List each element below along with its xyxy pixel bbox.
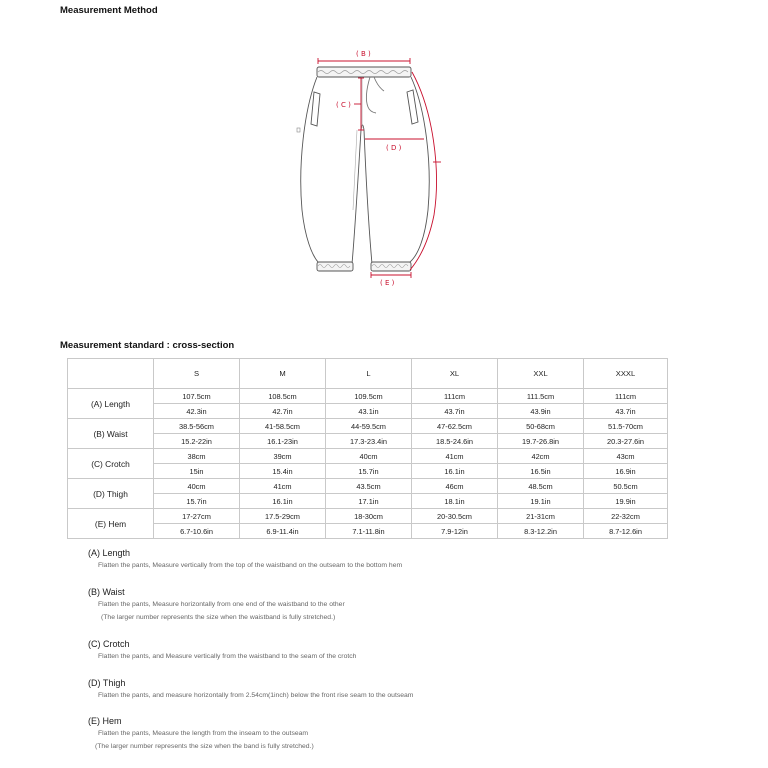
table-cell: 16.5in: [498, 464, 584, 479]
table-cell: 19.9in: [584, 494, 668, 509]
table-cell: 42.7in: [240, 404, 326, 419]
table-cell: 16.1in: [412, 464, 498, 479]
table-cell: 43cm: [584, 449, 668, 464]
row-label: (E) Hem: [68, 509, 154, 539]
table-cell: 42cm: [498, 449, 584, 464]
table-cell: 39cm: [240, 449, 326, 464]
table-cell: 108.5cm: [240, 389, 326, 404]
table-cell: 17.5-29cm: [240, 509, 326, 524]
size-header: L: [326, 359, 412, 389]
measurement-lines: [318, 58, 441, 278]
table-cell: 38.5-56cm: [154, 419, 240, 434]
table-cell: 41cm: [412, 449, 498, 464]
table-row: [68, 449, 668, 464]
table-cell: 41-58.5cm: [240, 419, 326, 434]
label-e: ( E ): [380, 279, 395, 287]
description-block: [88, 548, 402, 572]
size-table: [67, 358, 668, 539]
label-c: ( C ): [336, 101, 351, 109]
table-cell: 43.1in: [326, 404, 412, 419]
table-cell: 7.1-11.8in: [326, 524, 412, 539]
measurement-method-heading: Measurement Method: [60, 5, 158, 16]
table-cell: 42.3in: [154, 404, 240, 419]
label-d: ( D ): [386, 144, 402, 152]
table-cell: 43.7in: [584, 404, 668, 419]
table-cell: 44-59.5cm: [326, 419, 412, 434]
table-cell: 18.1in: [412, 494, 498, 509]
row-label: (D) Thigh: [68, 479, 154, 509]
table-cell: 15in: [154, 464, 240, 479]
description-title: (B) Waist: [88, 587, 125, 597]
description-text: Flatten the pants, and Measure vertically from the waistband to the seam of the crotch: [98, 653, 357, 660]
table-row: [68, 494, 668, 509]
table-cell: 40cm: [326, 449, 412, 464]
table-cell: 38cm: [154, 449, 240, 464]
table-cell: 17.1in: [326, 494, 412, 509]
pants-outline: [297, 67, 429, 271]
table-cell: 20.3-27.6in: [584, 434, 668, 449]
table-cell: 6.7-10.6in: [154, 524, 240, 539]
table-cell: 111.5cm: [498, 389, 584, 404]
description-text: Flatten the pants, and measure horizontally from 2.54cm(1inch) below the front rise seam to the outseam: [98, 692, 414, 699]
pants-diagram: [0, 0, 768, 330]
measurement-standard-heading: Measurement standard : cross-section: [60, 340, 235, 351]
table-row: [68, 389, 668, 404]
description-block: [88, 716, 314, 753]
table-cell: 19.1in: [498, 494, 584, 509]
table-cell: 15.2-22in: [154, 434, 240, 449]
size-header: S: [154, 359, 240, 389]
size-header: XXXL: [584, 359, 668, 389]
table-cell: 109.5cm: [326, 389, 412, 404]
table-cell: 50-68cm: [498, 419, 584, 434]
table-cell: 17-27cm: [154, 509, 240, 524]
table-cell: 15.7in: [326, 464, 412, 479]
description-text: Flatten the pants, Measure vertically from the top of the waistband on the outseam to the bottom hem: [98, 562, 403, 569]
table-cell: 15.4in: [240, 464, 326, 479]
table-cell: 46cm: [412, 479, 498, 494]
table-cell: 107.5cm: [154, 389, 240, 404]
table-cell: 8.3-12.2in: [498, 524, 584, 539]
table-cell: 7.9-12in: [412, 524, 498, 539]
description-text: Flatten the pants, Measure horizontally from one end of the waistband to the other: [98, 601, 345, 608]
description-title: (E) Hem: [88, 716, 122, 726]
table-row: [68, 464, 668, 479]
description-block: [88, 678, 413, 702]
table-cell: 43.7in: [412, 404, 498, 419]
size-header: M: [240, 359, 326, 389]
size-header: XL: [412, 359, 498, 389]
table-cell: 40cm: [154, 479, 240, 494]
description-block: [88, 587, 345, 624]
table-row: [68, 479, 668, 494]
table-cell: 16.1in: [240, 494, 326, 509]
table-cell: 41cm: [240, 479, 326, 494]
table-cell: 43.9in: [498, 404, 584, 419]
table-cell: 16.1-23in: [240, 434, 326, 449]
description-title: (D) Thigh: [88, 678, 126, 688]
description-text: (The larger number represents the size when the waistband is fully stretched.): [101, 614, 336, 621]
row-label: (B) Waist: [68, 419, 154, 449]
row-label: (C) Crotch: [68, 449, 154, 479]
table-cell: 111cm: [584, 389, 668, 404]
table-cell: 17.3-23.4in: [326, 434, 412, 449]
table-cell: 50.5cm: [584, 479, 668, 494]
table-cell: 20-30.5cm: [412, 509, 498, 524]
table-cell: 18.5-24.6in: [412, 434, 498, 449]
table-cell: 16.9in: [584, 464, 668, 479]
description-block: [88, 639, 356, 663]
table-cell: 8.7-12.6in: [584, 524, 668, 539]
table-cell: 22-32cm: [584, 509, 668, 524]
table-cell: 6.9-11.4in: [240, 524, 326, 539]
table-cell: 15.7in: [154, 494, 240, 509]
table-corner: [68, 359, 154, 389]
table-cell: 111cm: [412, 389, 498, 404]
description-text: Flatten the pants, Measure the length from the inseam to the outseam: [98, 730, 309, 737]
table-row: [68, 509, 668, 524]
table-cell: 18-30cm: [326, 509, 412, 524]
table-cell: 21-31cm: [498, 509, 584, 524]
description-title: (A) Length: [88, 548, 131, 558]
table-cell: 19.7-26.8in: [498, 434, 584, 449]
table-cell: 43.5cm: [326, 479, 412, 494]
table-cell: 48.5cm: [498, 479, 584, 494]
description-text: (The larger number represents the size when the band is fully stretched.): [95, 743, 314, 750]
table-cell: 47-62.5cm: [412, 419, 498, 434]
label-b: ( B ): [356, 50, 371, 58]
table-row: [68, 524, 668, 539]
table-row: [68, 419, 668, 434]
description-title: (C) Crotch: [88, 639, 130, 649]
row-label: (A) Length: [68, 389, 154, 419]
table-row: [68, 404, 668, 419]
table-cell: 51.5-70cm: [584, 419, 668, 434]
size-header-row: [68, 359, 668, 389]
table-body: [68, 389, 668, 539]
size-header: XXL: [498, 359, 584, 389]
table-row: [68, 434, 668, 449]
